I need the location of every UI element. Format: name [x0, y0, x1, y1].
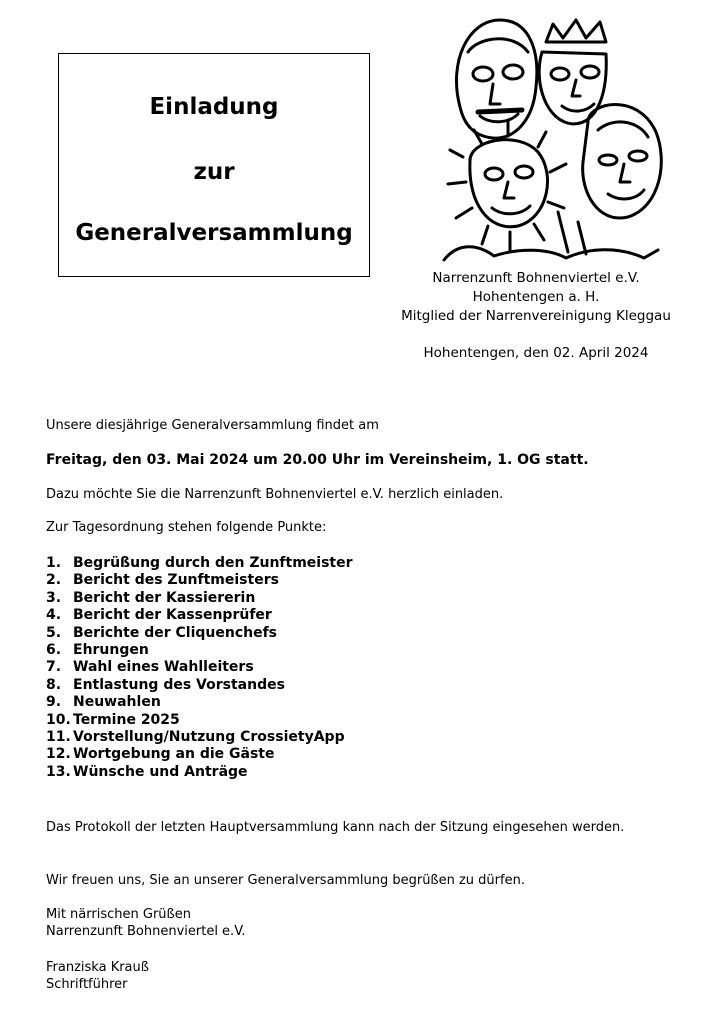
title-generalversammlung: Generalversammlung — [75, 220, 353, 246]
protocol-text: Das Protokoll der letzten Hauptversammlung kann nach der Sitzung eingesehen werden. — [46, 820, 625, 835]
agenda-item: 5. Berichte der Cliquenchefs — [46, 624, 277, 641]
agenda-item: 4. Bericht der Kassenprüfer — [46, 607, 272, 624]
agenda-item: 6. Ehrungen — [46, 641, 149, 658]
signer-role: Schriftführer — [46, 977, 128, 992]
agenda-item: 1. Begrüßung durch den Zunftmeister — [46, 555, 353, 571]
agenda-list — [46, 555, 353, 781]
closing-greeting: Mit närrischen Grüßen — [46, 907, 191, 922]
agenda-item: 3. Bericht der Kassiererin — [46, 589, 256, 606]
agenda-item: 2. Bericht des Zunftmeisters — [46, 572, 279, 589]
title-box — [58, 53, 370, 277]
agenda-item: 7. Wahl eines Wahlleiters — [46, 659, 254, 676]
invite-text: Dazu möchte Sie die Narrenzunft Bohnenviertel e.V. herzlich einladen. — [46, 487, 504, 502]
agenda-item: 12. Wortgebung an die Gäste — [46, 746, 275, 763]
title-zur: zur — [193, 159, 235, 185]
agenda-item: 9. Neuwahlen — [46, 694, 161, 711]
narrenzunft-masks-logo-icon — [438, 12, 668, 264]
intro-text: Unsere diesjährige Generalversammlung findet am — [46, 418, 379, 433]
org-place: Hohentengen a. H. — [472, 289, 600, 305]
agenda-item: 8. Entlastung des Vorstandes — [46, 676, 285, 693]
closing-org: Narrenzunft Bohnenviertel e.V. — [46, 924, 246, 939]
signer-name: Franziska Krauß — [46, 960, 149, 975]
org-member: Mitglied der Narrenvereinigung Kleggau — [401, 308, 671, 324]
welcome-text: Wir freuen uns, Sie an unserer Generalversammlung begrüßen zu dürfen. — [46, 873, 525, 888]
agenda-item: 10. Termine 2025 — [46, 711, 180, 728]
agenda-item: 11. Vorstellung/Nutzung CrossietyApp — [46, 728, 345, 745]
agenda-intro: Zur Tagesordnung stehen folgende Punkte: — [46, 520, 327, 535]
title-einladung: Einladung — [149, 94, 279, 120]
org-name: Narrenzunft Bohnenviertel e.V. — [432, 270, 640, 286]
date-line: Hohentengen, den 02. April 2024 — [423, 345, 649, 361]
agenda-item: 13. Wünsche und Anträge — [46, 763, 248, 780]
meeting-date: Freitag, den 03. Mai 2024 um 20.00 Uhr im Vereinsheim, 1. OG statt. — [46, 452, 589, 468]
